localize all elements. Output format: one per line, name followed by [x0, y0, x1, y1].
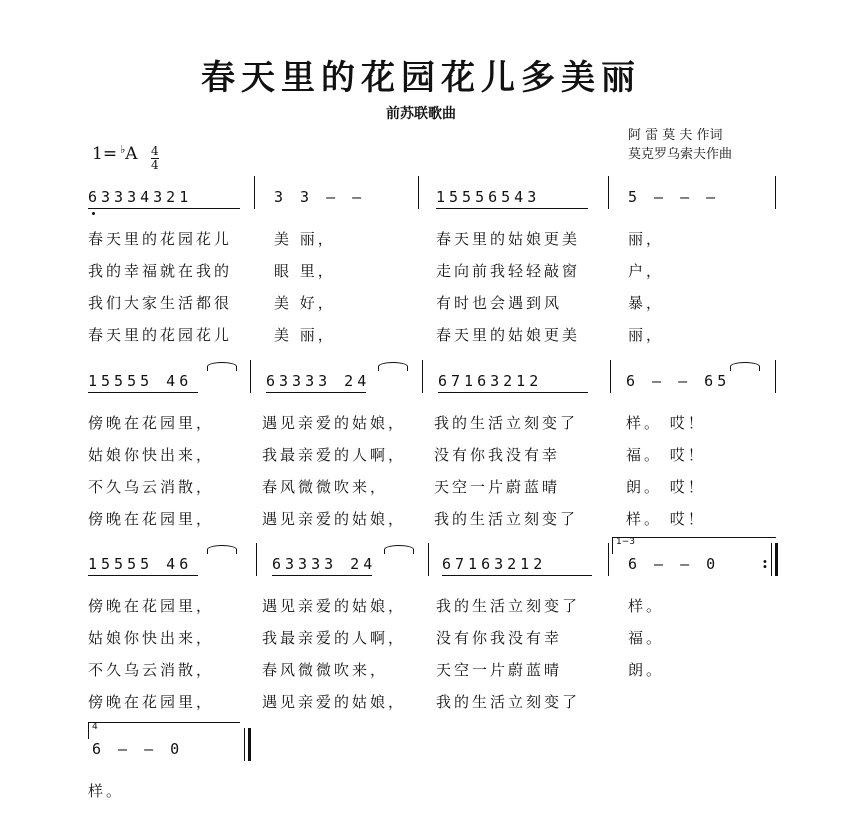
time-signature: [151, 145, 159, 172]
lyric: 姑娘你快出来，: [88, 446, 215, 464]
lyric: 福。 哎！: [626, 446, 706, 464]
volta-bracket: 4: [88, 722, 240, 739]
lyric: 美 丽，: [274, 326, 336, 344]
underline-beam: [436, 208, 588, 209]
barline: [608, 176, 609, 209]
song-title: 春天里的花园花儿多美丽: [201, 58, 641, 98]
lyric: 春风微微吹来，: [262, 478, 389, 496]
lyric: 福。: [628, 629, 665, 647]
lyric: 春天里的花园花儿: [88, 326, 233, 344]
lyric: 有时也会遇到风: [436, 294, 563, 312]
lyric: 傍晚在花园里，: [88, 597, 215, 615]
lyric: 美 好，: [274, 294, 336, 312]
underline-beam: [266, 392, 366, 393]
lyric: 傍晚在花园里，: [88, 510, 215, 528]
lyric: 我最亲爱的人啊，: [262, 629, 407, 647]
time-denominator: 4: [150, 158, 159, 172]
measure-3: 67163212: [442, 555, 547, 573]
barline: [428, 543, 429, 576]
barline: [256, 543, 257, 576]
underline-beam: [88, 392, 198, 393]
lyric: 春天里的姑娘更美: [436, 326, 581, 344]
lyric: 户，: [628, 262, 665, 280]
lyric: 遇见亲爱的姑娘，: [262, 597, 407, 615]
lyric: 遇见亲爱的姑娘，: [262, 414, 407, 432]
lyric: 我最亲爱的人啊，: [262, 446, 407, 464]
lyric: 春天里的姑娘更美: [436, 230, 581, 248]
lyric: 天空一片蔚蓝晴: [434, 478, 561, 496]
lyricist-credit: 阿 雷 莫 夫 作词: [628, 128, 723, 143]
lyric: 美 丽，: [274, 230, 336, 248]
underline-beam: [88, 208, 240, 209]
lyric: 没有你我没有幸: [434, 446, 561, 464]
volta-bracket: 1−3: [612, 537, 776, 554]
lyric: 暴，: [628, 294, 665, 312]
measure-4: 6 — — 0: [628, 555, 720, 573]
lyric: 样。: [88, 782, 125, 800]
lyric: 眼 里，: [274, 262, 336, 280]
slur: [384, 545, 414, 554]
time-numerator: 4: [150, 144, 159, 158]
measure-1: 15555 46: [88, 555, 193, 573]
lyric: 丽，: [628, 326, 665, 344]
lyric: 我的生活立刻变了: [436, 597, 581, 615]
low-octave-dot: [92, 212, 95, 215]
barline: [418, 176, 419, 209]
lyric: 走向前我轻轻敲窗: [436, 262, 581, 280]
measure-1: 63334321: [88, 188, 193, 206]
underline-beam: [442, 575, 592, 576]
lyric: 不久乌云消散，: [88, 478, 215, 496]
barline: [610, 360, 611, 393]
lyric: 不久乌云消散，: [88, 661, 215, 679]
measure-2: 63333 24: [266, 372, 371, 390]
lyric: 傍晚在花园里，: [88, 693, 215, 711]
lyric: 傍晚在花园里，: [88, 414, 215, 432]
key-note: A: [125, 144, 138, 164]
barline: [254, 176, 255, 209]
lyric: 我的生活立刻变了: [436, 693, 581, 711]
composer-credit: 莫克罗乌索夫作曲: [628, 147, 733, 162]
key-prefix: 1=: [92, 144, 118, 164]
barline: [771, 543, 772, 576]
lyric: 朗。: [628, 661, 665, 679]
barline: [244, 728, 245, 761]
lyric: 天空一片蔚蓝晴: [436, 661, 563, 679]
lyric: 样。 哎！: [626, 510, 706, 528]
measure-3: 15556543: [436, 188, 541, 206]
measure-2: 3 3 — —: [274, 188, 366, 206]
slur: [207, 362, 237, 371]
lyric: 我的生活立刻变了: [434, 414, 579, 432]
lyric: 我的生活立刻变了: [434, 510, 579, 528]
measure-4: 5 — — —: [628, 188, 720, 206]
lyric: 样。 哎！: [626, 414, 706, 432]
slur: [730, 362, 760, 371]
barline: [775, 176, 776, 209]
lyric: 样。: [628, 597, 665, 615]
underline-beam: [88, 575, 198, 576]
lyric: 遇见亲爱的姑娘，: [262, 693, 407, 711]
measure-1: 15555 46: [88, 372, 193, 390]
lyric: 没有你我没有幸: [436, 629, 563, 647]
barline: [250, 360, 251, 393]
lyric: 我的幸福就在我的: [88, 262, 233, 280]
key-signature: [92, 143, 159, 172]
lyric: 丽，: [628, 230, 665, 248]
repeat-end-barline: [775, 543, 778, 576]
song-subtitle: 前苏联歌曲: [386, 106, 456, 122]
lyric: 遇见亲爱的姑娘，: [262, 510, 407, 528]
repeat-dots: :: [762, 553, 768, 572]
barline: [422, 360, 423, 393]
measure-3: 67163212: [438, 372, 543, 390]
measure-2: 63333 24: [272, 555, 377, 573]
lyric: 春风微微吹来，: [262, 661, 389, 679]
flat-sign: ♭: [120, 143, 126, 156]
credits: [628, 126, 732, 164]
underline-beam: [438, 392, 588, 393]
measure-4: 6 — — 65: [626, 372, 731, 390]
lyric: 我们大家生活都很: [88, 294, 233, 312]
lyric: 朗。 哎！: [626, 478, 706, 496]
measure-1: 6 — — 0: [92, 740, 184, 758]
slur: [207, 545, 237, 554]
lyric: 姑娘你快出来，: [88, 629, 215, 647]
underline-beam: [272, 575, 372, 576]
lyric: 春天里的花园花儿: [88, 230, 233, 248]
barline: [775, 360, 776, 393]
final-barline: [248, 728, 251, 761]
slur: [378, 362, 408, 371]
barline: [608, 543, 609, 576]
